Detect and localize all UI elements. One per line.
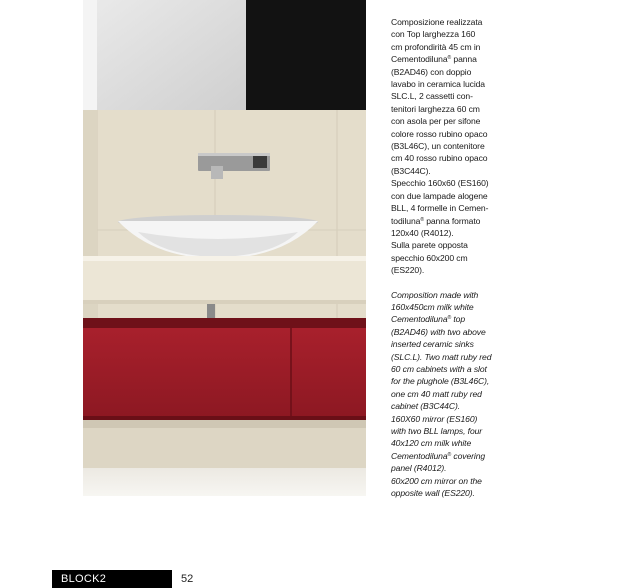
- mirror-light-panel: [97, 0, 246, 110]
- description-english: [391, 289, 511, 500]
- desc-it-part-1: Composizione realizzata con Top larghezza 160 cm profondirità 45 cm in Cementodiluna: [391, 17, 483, 65]
- cementodiluna-top: [83, 256, 366, 304]
- desc-it-part-2: panna (B2AD46) con doppio lavabo in ceramica lucida SLC.L, 2 cassetti con- tenitori larghezza 60 cm con asola per per sifone colore rosso rubino opaco (B3L46C), un contenitore cm 40 rosso rubino opaco (B3C44C). Specchio 160x60 (ES160) con due lampade alogene BLL, 4 formelle in Cemen- todiluna: [391, 54, 489, 226]
- desc-it-part-3: panna formato 120x40 (R4012). Sulla parete opposta specchio 60x200 cm (ES220).: [391, 215, 481, 276]
- registered-mark: ®: [447, 315, 452, 322]
- product-photo: [83, 0, 366, 496]
- section-label-bar: [52, 570, 172, 588]
- section-label: BLOCK2: [61, 573, 107, 585]
- floor: [83, 468, 366, 496]
- faucet-spout: [211, 166, 223, 179]
- mirror-dark-panel: [246, 0, 366, 110]
- page-number: 52: [181, 573, 194, 585]
- red-cabinets: [83, 328, 366, 420]
- description-column: [391, 16, 511, 499]
- registered-mark: ®: [447, 55, 452, 62]
- description-italian: [391, 16, 511, 277]
- desc-en-part-1: Composition made with 160x450cm milk white Cementodiluna: [391, 289, 479, 325]
- registered-mark: ®: [420, 216, 424, 223]
- bathroom-composition-image: [83, 0, 366, 496]
- desc-en-part-3: covering panel (R4012). 60x200 cm mirror on the opposite wall (ES220).: [391, 450, 486, 499]
- registered-mark: ®: [447, 451, 452, 458]
- desc-en-part-2: top (B2AD46) with two above inserted ceramic sinks (SLC.L). Two matt ruby red 60 cm cabinets with a slot for the plughole (B3L46C), one cm 40 matt ruby red cabinet (B3C44C). 160X60 mirror (ES160) with two BLL lamps, four 40x120 cm milk white Cementodiluna: [391, 314, 492, 461]
